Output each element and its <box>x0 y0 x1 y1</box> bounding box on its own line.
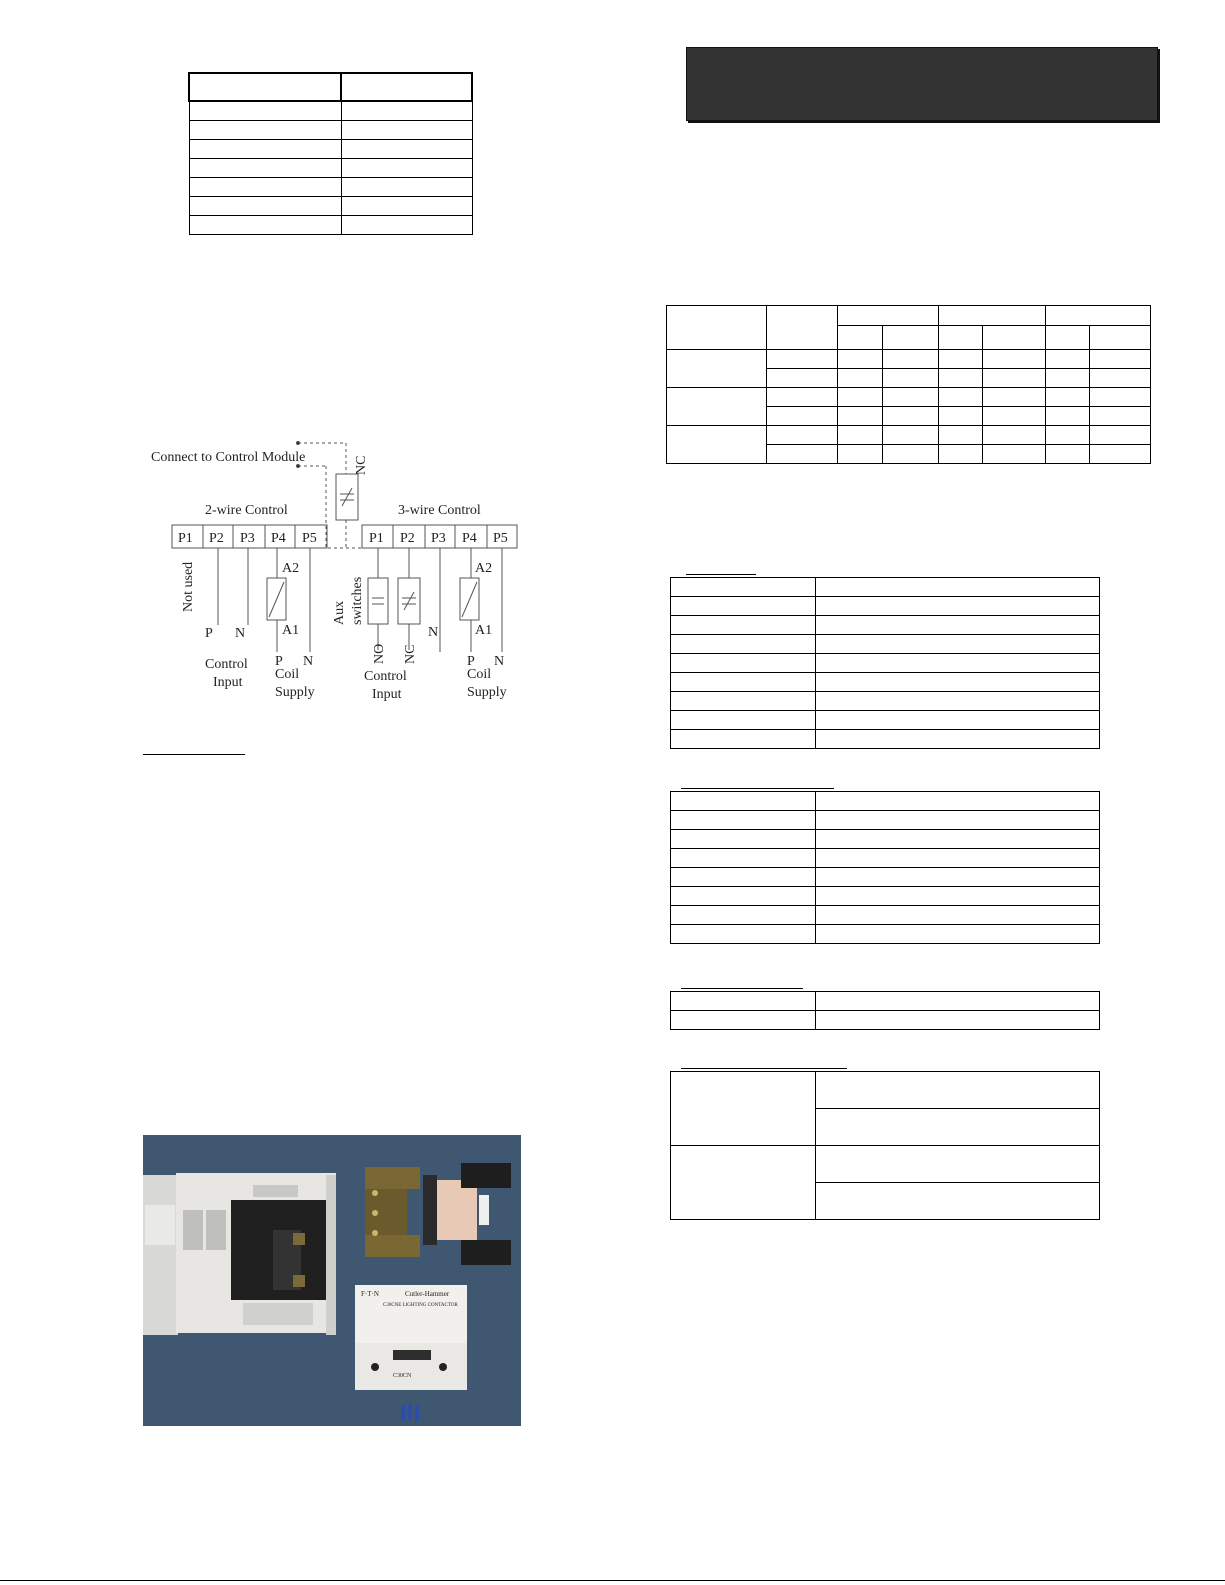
left-coil-n-label: N <box>303 654 314 669</box>
right-a1-label: A1 <box>475 623 493 638</box>
connect-label: Connect to Control Module <box>151 450 306 465</box>
nc-label: NC <box>403 644 418 664</box>
right-input-label: Input <box>372 687 402 702</box>
left-coil-p-label: P <box>275 654 283 669</box>
left-a1-label: A1 <box>282 623 300 638</box>
left-supply-label: Supply <box>275 685 315 700</box>
photo-maker: Cutler-Hammer <box>405 1290 450 1298</box>
wiring-diagram <box>140 430 540 715</box>
terminal-left-p2: P2 <box>209 531 224 546</box>
header-banner <box>686 47 1158 121</box>
spec-heading-2-underline <box>681 788 834 789</box>
aux-label-1: Aux <box>332 600 347 625</box>
spec-table-1 <box>670 577 1100 749</box>
terminal-right-p5: P5 <box>493 531 508 546</box>
ratings-table <box>666 305 1151 464</box>
top-left-table <box>188 72 473 235</box>
spec-heading-3-underline <box>681 988 803 989</box>
terminal-left-p4: P4 <box>271 531 286 546</box>
spec-table-2 <box>670 791 1100 944</box>
terminal-right-p3: P3 <box>431 531 446 546</box>
spec-table-4 <box>670 1071 1100 1220</box>
spec-table-3 <box>670 991 1100 1030</box>
right-coil-label: Coil <box>467 667 492 682</box>
left-n-label: N <box>235 626 246 641</box>
three-wire-title: 3-wire Control <box>398 503 481 518</box>
aux-label-2: switches <box>350 576 365 625</box>
page-bottom-rule <box>0 1580 1225 1581</box>
right-n-label: N <box>428 625 439 640</box>
left-input-label: Input <box>213 675 243 690</box>
right-control-label: Control <box>364 669 407 684</box>
left-a2-label: A2 <box>282 561 300 576</box>
spec-heading-4-underline <box>681 1068 847 1069</box>
left-control-label: Control <box>205 657 248 672</box>
not-used-label: Not used <box>181 561 196 612</box>
terminal-left-p5: P5 <box>302 531 317 546</box>
contactor-photo <box>143 1135 521 1426</box>
terminal-right-p4: P4 <box>462 531 477 546</box>
photo-brand: F·T·N <box>361 1290 379 1298</box>
right-coil-n-label: N <box>494 654 505 669</box>
terminal-right-p1: P1 <box>369 531 384 546</box>
right-coil-p-label: P <box>467 654 475 669</box>
nc-top-label: NC <box>354 455 369 475</box>
terminal-left-p3: P3 <box>240 531 255 546</box>
photo-product: C30CNE LIGHTING CONTACTOR <box>383 1303 458 1308</box>
spec-heading-1-underline <box>686 574 756 575</box>
right-a2-label: A2 <box>475 561 493 576</box>
photo-module: C30CN <box>393 1373 412 1379</box>
left-coil-label: Coil <box>275 667 300 682</box>
terminal-left-p1: P1 <box>178 531 193 546</box>
left-heading-underline <box>143 754 245 755</box>
right-supply-label: Supply <box>467 685 507 700</box>
left-p-label: P <box>205 626 213 641</box>
terminal-right-p2: P2 <box>400 531 415 546</box>
two-wire-title: 2-wire Control <box>205 503 288 518</box>
no-label: NO <box>372 643 387 664</box>
